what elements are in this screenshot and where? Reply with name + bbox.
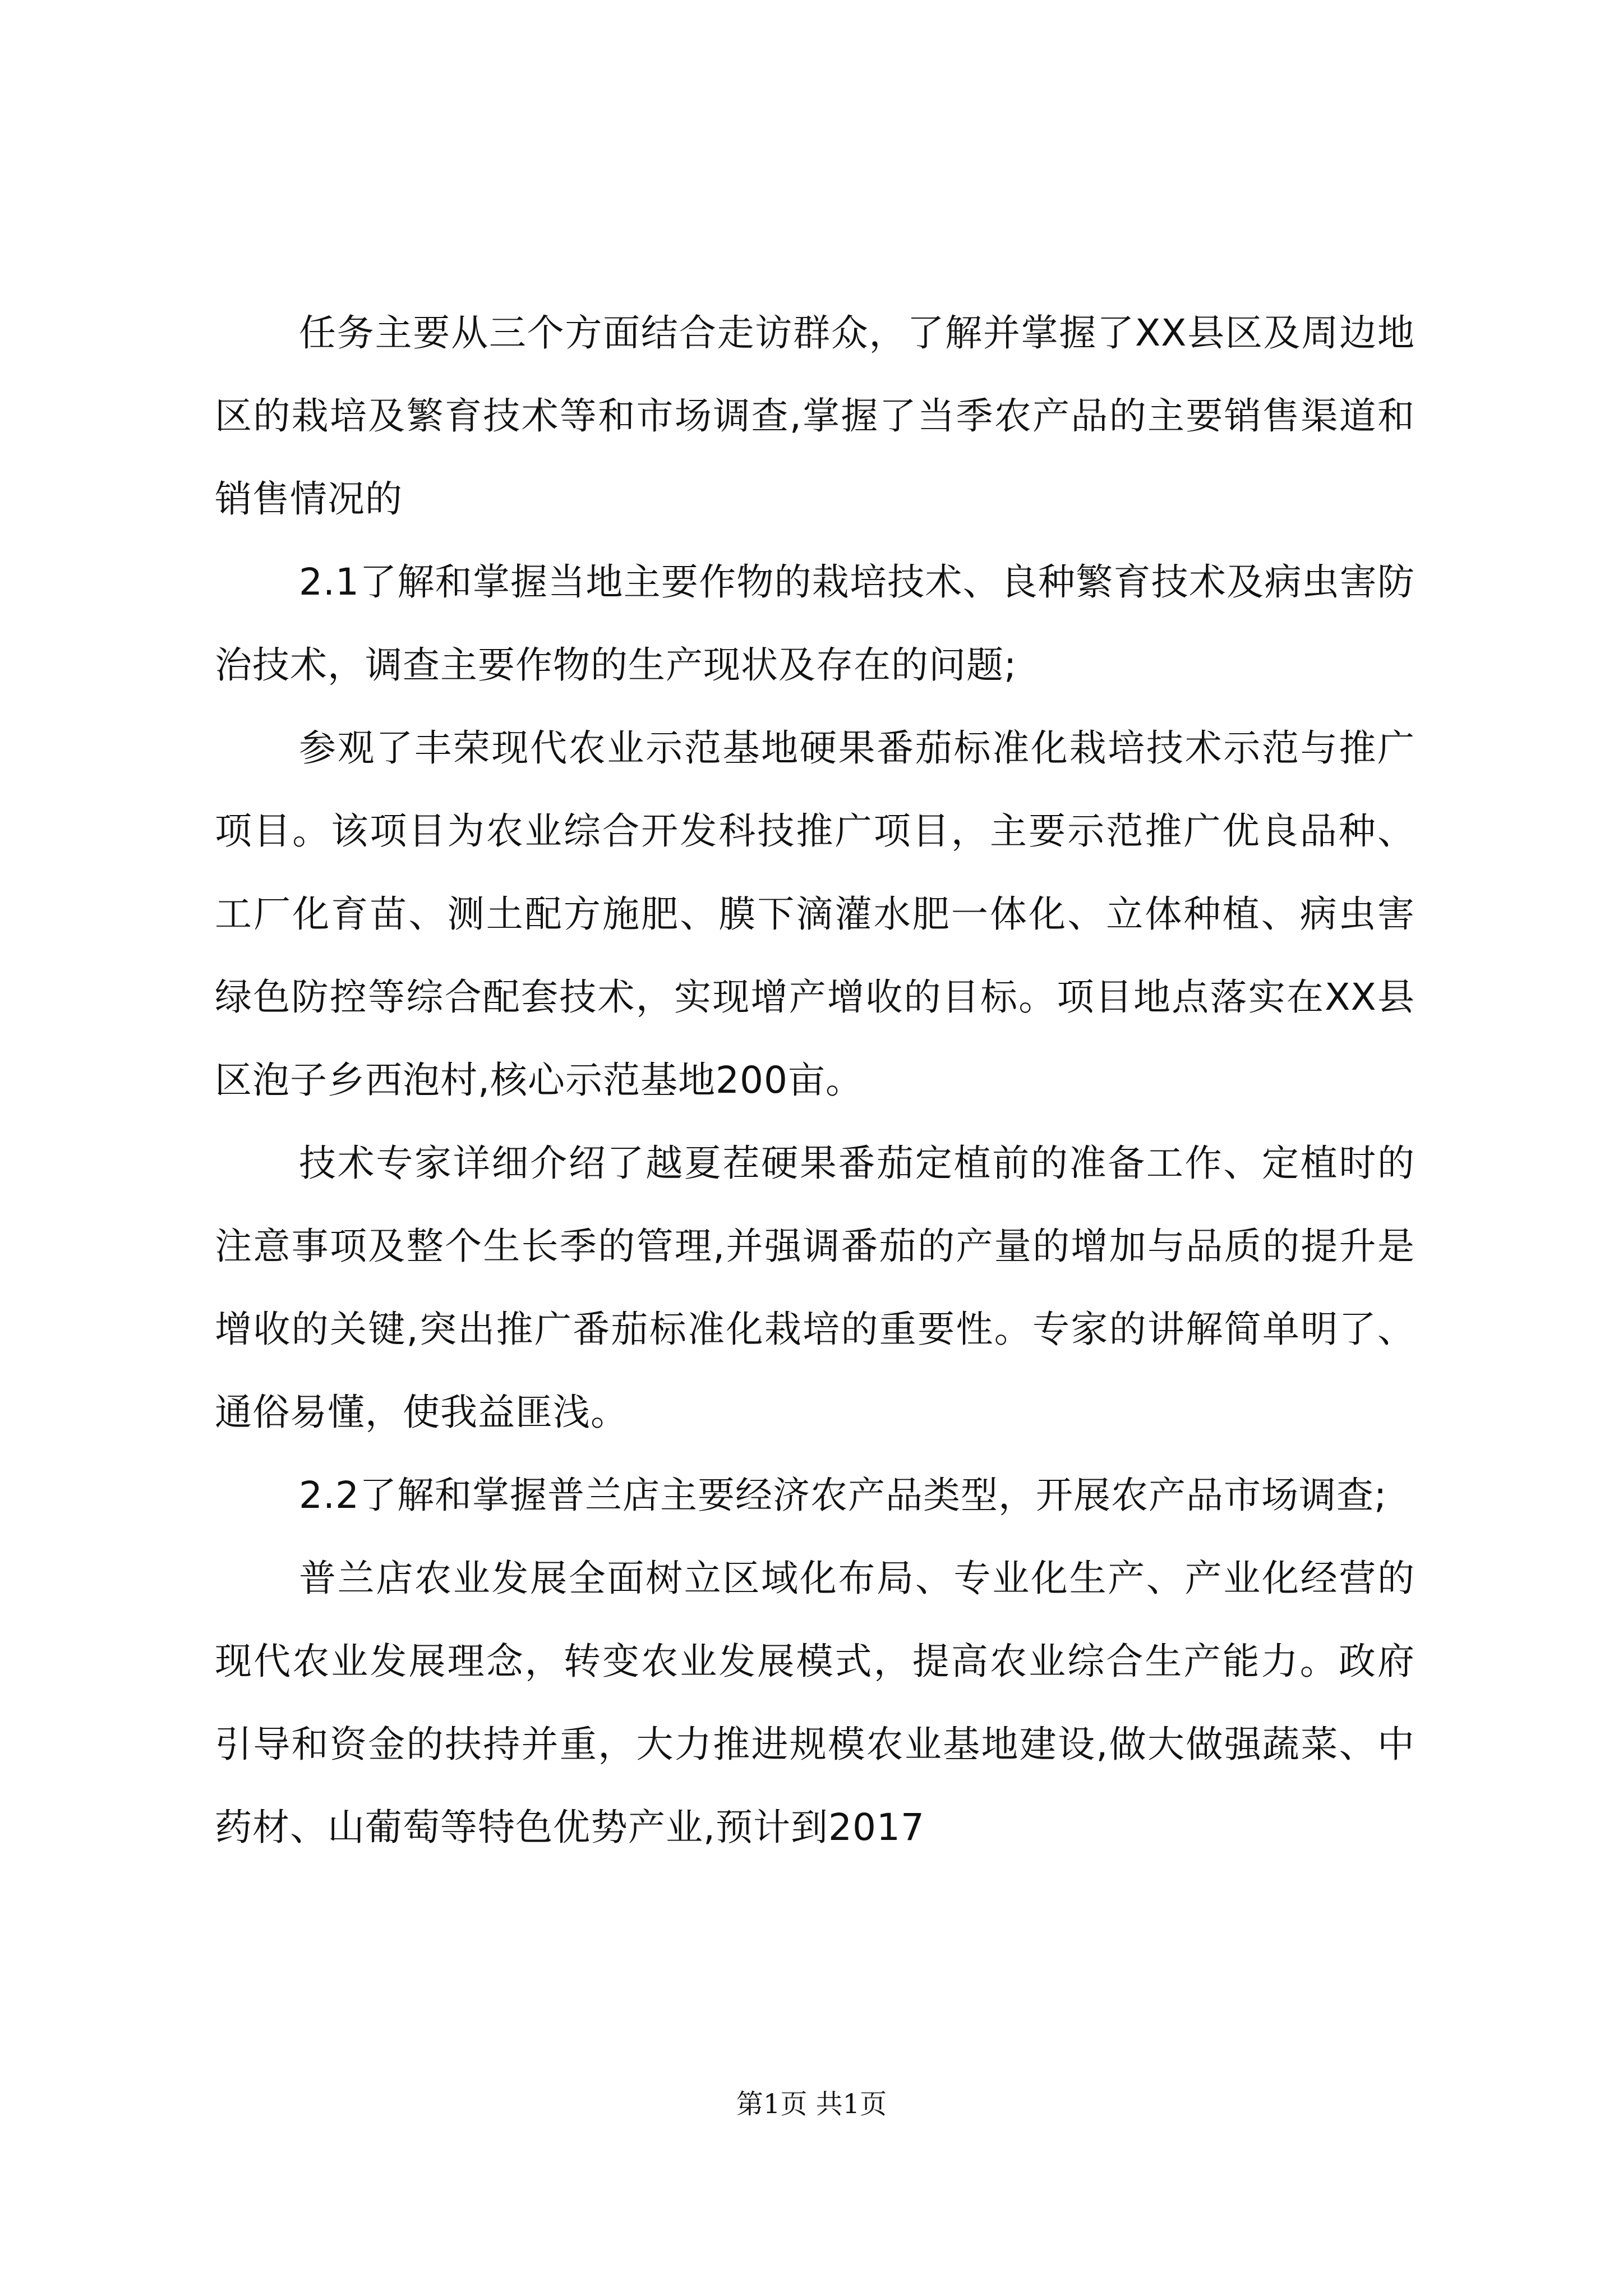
paragraph-4: 技术专家详细介绍了越夏茬硬果番茄定植前的准备工作、定植时的注意事项及整个生长季的管理,并强调番茄的产量的增加与品质的提升是增收的关键,突出推广番茄标准化栽培的重要性。专家的讲解简单明了、通俗易懂，使我益匪浅。 bbox=[215, 1142, 1415, 1434]
paragraph-6: 普兰店农业发展全面树立区域化布局、专业化生产、产业化经营的现代农业发展理念，转变农业发展模式，提高农业综合生产能力。政府引导和资金的扶持并重，大力推进规模农业基地建设,做大做强蔬菜、中药材、山葡萄等特色优势产业,预计到2017 bbox=[215, 1557, 1415, 1849]
paragraph-2: 2.1了解和掌握当地主要作物的栽培技术、良种繁育技术及病虫害防治技术，调查主要作物的生产现状及存在的问题; bbox=[215, 560, 1415, 687]
document-body bbox=[215, 292, 1415, 1869]
paragraph-5: 2.2了解和掌握普兰店主要经济农产品类型，开展农产品市场调查; bbox=[299, 1474, 1387, 1517]
paragraph-1: 任务主要从三个方面结合走访群众，了解并掌握了XX县区及周边地区的栽培及繁育技术等和市场调查,掌握了当季农产品的主要销售渠道和销售情况的 bbox=[215, 311, 1415, 521]
page-footer: 第1页 共1页 bbox=[736, 2088, 887, 2120]
paragraph-3: 参观了丰荣现代农业示范基地硬果番茄标准化栽培技术示范与推广项目。该项目为农业综合开发科技推广项目，主要示范推广优良品种、工厂化育苗、测土配方施肥、膜下滴灌水肥一体化、立体种植、病虫害绿色防控等综合配套技术，实现增产增收的目标。项目地点落实在XX县区泡子乡西泡村,核心示范基地200亩。 bbox=[215, 726, 1415, 1102]
